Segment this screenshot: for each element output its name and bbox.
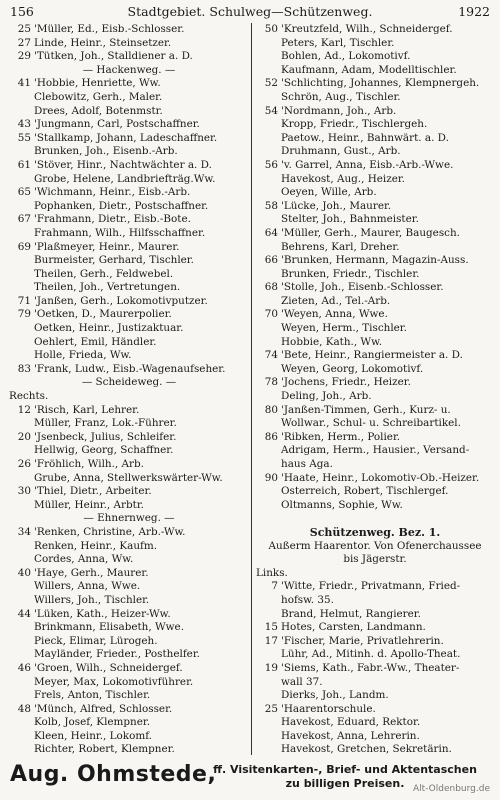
right-column: [256, 23, 494, 757]
resident-text: 'Brunken, Hermann, Magazin-Auss.: [281, 254, 469, 267]
house-number: 26: [17, 458, 31, 470]
house-number: 48: [17, 702, 31, 715]
spacer: [256, 512, 494, 526]
resident-text: 'Stolle, Joh., Eisenb.-Schlosser.: [281, 281, 444, 294]
directory-entry-continued: Lühr, Ad., Mitinh. d. Apollo-Theat.: [281, 648, 461, 661]
street-heading: Außerm Haarentor. Von Ofenerchaussee: [268, 539, 482, 552]
directory-entry-continued: Pieck, Elimar, Lürogeh.: [34, 634, 158, 647]
house-number: 54: [264, 104, 278, 117]
resident-text: 'Groen, Wilh., Schneidergef.: [34, 661, 183, 674]
directory-entry-continued: Kropp, Friedr., Tischlergeh.: [281, 118, 428, 131]
directory-entry-continued: Peters, Karl, Tischler.: [281, 36, 395, 49]
left-column: [9, 23, 249, 757]
resident-text: 'Stallkamp, Johann, Ladeschaffner.: [34, 131, 218, 144]
resident-text: 'Lüken, Kath., Heizer-Ww.: [34, 607, 171, 620]
section-heading: Schützenweg. Bez. 1.: [309, 525, 441, 539]
directory-entry-continued: Burmeister, Gerhard, Tischler.: [34, 254, 194, 267]
house-number: 15: [264, 621, 278, 634]
directory-entry: [9, 295, 249, 309]
ad-line-1: ff. Visitenkarten-, Brief- und Aktentaschen: [213, 763, 477, 776]
house-number: 41: [17, 77, 31, 90]
directory-entry: [256, 580, 494, 594]
directory-entry: [256, 254, 494, 268]
directory-entry-continued: Kaufmann, Adam, Modelltischler.: [281, 63, 457, 76]
directory-entry-continued: Cordes, Anna, Ww.: [34, 553, 134, 566]
directory-entry-continued: Deling, Joh., Arb.: [281, 390, 372, 403]
house-number: 12: [17, 403, 31, 416]
resident-text: 'Schlichting, Johannes, Klempnergeh.: [281, 77, 480, 90]
directory-entry: [9, 608, 249, 622]
directory-entry-continued: Schrön, Aug., Tischler.: [281, 90, 401, 103]
directory-entry: [9, 662, 249, 676]
directory-entry-continued: Oehlert, Emil, Händler.: [34, 335, 157, 348]
directory-entry: [9, 363, 249, 377]
directory-entry: [9, 50, 249, 64]
directory-entry-continued: Renken, Heinr., Kaufm.: [34, 539, 158, 552]
page-year: 1922: [458, 4, 490, 19]
house-number: 79: [17, 308, 31, 321]
resident-text: Linde, Heinr., Steinsetzer.: [34, 36, 172, 49]
directory-entry-continued: Oetken, Heinr., Justizaktuar.: [34, 322, 184, 335]
house-number: 58: [264, 199, 278, 212]
resident-text: 'Jsenbeck, Julius, Schleifer.: [34, 430, 177, 443]
directory-entry-continued: Theilen, Joh., Vertretungen.: [34, 281, 181, 294]
house-number: 46: [17, 661, 31, 674]
resident-text: 'Ribken, Herm., Polier.: [281, 430, 401, 443]
resident-text: 'Müller, Ed., Eisb.-Schlosser.: [34, 23, 185, 35]
house-number: 56: [264, 158, 278, 171]
directory-entry-continued: Theilen, Gerh., Feldwebel.: [34, 267, 174, 280]
directory-entry: [9, 241, 249, 255]
directory-entry-continued: Brand, Helmut, Rangierer.: [281, 607, 421, 620]
directory-entry: [9, 77, 249, 91]
resident-text: 'Frahmann, Dietr., Eisb.-Bote.: [34, 213, 191, 226]
house-number: 66: [264, 254, 278, 267]
resident-text: 'Renken, Christine, Arb.-Ww.: [34, 525, 186, 538]
directory-entry-continued: Bohlen, Ad., Lokomotivf.: [281, 50, 411, 63]
directory-entry: [256, 635, 494, 649]
directory-entry-continued: Willers, Anna, Wwe.: [34, 580, 141, 593]
ad-line-2: zu billigen Preisen.: [285, 777, 405, 790]
directory-entry: [256, 23, 494, 37]
resident-text: 'Siems, Kath., Fabr.-Ww., Theater-: [281, 661, 460, 674]
directory-entry: [256, 308, 494, 322]
column-divider: [251, 23, 252, 755]
directory-entry-continued: Müller, Franz, Lok.-Führer.: [34, 417, 177, 430]
side-label: Rechts.: [9, 390, 49, 403]
resident-text: 'Fröhlich, Wilh., Arb.: [34, 458, 144, 470]
directory-entry-continued: Kleen, Heinr., Lokomf.: [34, 729, 152, 742]
resident-text: 'Stöver, Hinr., Nachtwächter a. D.: [34, 158, 212, 171]
directory-entry-continued: Dierks, Joh., Landm.: [281, 689, 389, 702]
resident-text: 'Hobbie, Henriette, Ww.: [34, 77, 161, 90]
page-number: 156: [10, 4, 34, 19]
directory-entry-continued: Grobe, Helene, Landbriefträg.Ww.: [34, 172, 216, 185]
directory-entry: [9, 118, 249, 132]
directory-entry: [256, 472, 494, 486]
directory-entry-continued: Havekost, Aug., Heizer.: [281, 172, 405, 185]
resident-text: 'Janßen-Timmen, Gerh., Kurz- u.: [281, 403, 451, 416]
directory-entry: [9, 485, 249, 499]
directory-entry: [256, 621, 494, 635]
street-heading: — Hackenweg. —: [82, 63, 176, 76]
resident-text: 'Thiel, Dietr., Arbeiter.: [34, 485, 152, 498]
directory-entry: [256, 404, 494, 418]
directory-entry-continued: Havekost, Gretchen, Sekretärin.: [281, 743, 452, 756]
resident-text: 'Haate, Heinr., Lokomotiv-Ob.-Heizer.: [281, 471, 480, 484]
house-number: 20: [17, 430, 31, 443]
footer-advertisement: [10, 760, 490, 796]
directory-entry-continued: Adrigam, Herm., Hausier., Versand-: [281, 444, 470, 457]
directory-entry: [9, 213, 249, 227]
resident-text: 'Wichmann, Heinr., Eisb.-Arb.: [34, 186, 191, 199]
directory-entry: [256, 105, 494, 119]
directory-entry: [9, 23, 249, 37]
directory-entry-continued: Wollwar., Schul- u. Schreibartikel.: [281, 417, 461, 430]
resident-text: 'Lücke, Joh., Maurer.: [281, 199, 392, 212]
resident-text: 'Witte, Friedr., Privatmann, Fried-: [281, 580, 461, 593]
resident-text: 'Janßen, Gerh., Lokomotivputzer.: [34, 294, 208, 307]
directory-entry-continued: wall 37.: [281, 675, 323, 688]
house-number: 86: [264, 430, 278, 443]
directory-entry: [256, 200, 494, 214]
resident-text: 'Nordmann, Joh., Arb.: [281, 104, 397, 117]
directory-entry: [9, 567, 249, 581]
directory-entry-continued: Clebowitz, Gerh., Maler.: [34, 90, 163, 103]
directory-entry: [256, 227, 494, 241]
resident-text: 'Plaßmeyer, Heinr., Maurer.: [34, 240, 180, 253]
directory-entry-continued: Frels, Anton, Tischler.: [34, 689, 151, 702]
directory-entry-continued: Zieten, Ad., Tel.-Arb.: [281, 294, 391, 307]
house-number: 90: [264, 471, 278, 484]
house-number: 17: [264, 634, 278, 647]
directory-entry-continued: Meyer, Max, Lokomotivführer.: [34, 675, 194, 688]
house-number: 34: [17, 525, 31, 538]
directory-entry-continued: Holle, Frieda, Ww.: [34, 349, 132, 362]
directory-entry: [256, 376, 494, 390]
resident-text: 'Kreutzfeld, Wilh., Schneidergef.: [281, 23, 453, 35]
resident-text: 'Haarentorschule.: [281, 702, 376, 715]
directory-entry-continued: Havekost, Anna, Lehrerin.: [281, 729, 420, 742]
resident-text: 'Weyen, Anna, Wwe.: [281, 308, 388, 321]
directory-entry-continued: Willers, Joh., Tischler.: [34, 593, 150, 606]
house-number: 71: [17, 294, 31, 307]
watermark: Alt-Oldenburg.de: [412, 784, 490, 794]
resident-text: 'Bete, Heinr., Rangiermeister a. D.: [281, 349, 463, 362]
directory-entry-continued: Richter, Robert, Klempner.: [34, 743, 175, 756]
house-number: 70: [264, 308, 278, 321]
house-number: 30: [17, 485, 31, 498]
house-number: 64: [264, 226, 278, 239]
resident-text: 'Fischer, Marie, Privatlehrerin.: [281, 634, 444, 647]
directory-entry-continued: Oltmanns, Sophie, Ww.: [281, 498, 403, 511]
directory-entry: [9, 37, 249, 51]
directory-entry: [256, 703, 494, 717]
house-number: 50: [264, 23, 278, 35]
page-header: [10, 4, 490, 20]
resident-text: 'Jochens, Friedr., Heizer.: [281, 376, 411, 389]
directory-entry-continued: Brunken, Friedr., Tischler.: [281, 267, 420, 280]
directory-entry: [256, 281, 494, 295]
directory-entry-continued: Müller, Heinr., Arbtr.: [34, 498, 144, 511]
directory-entry: [9, 159, 249, 173]
directory-entry-continued: Hobbie, Kath., Ww.: [281, 335, 383, 348]
directory-entry: [256, 349, 494, 363]
directory-entry-continued: Oeyen, Wille, Arb.: [281, 186, 377, 199]
directory-entry-continued: Frahmann, Wilh., Hilfsschaffner.: [34, 226, 206, 239]
directory-entry: [9, 186, 249, 200]
directory-entry-continued: haus Aga.: [281, 458, 333, 470]
house-number: 44: [17, 607, 31, 620]
directory-entry: [9, 404, 249, 418]
house-number: 7: [271, 580, 278, 593]
directory-entry: [9, 703, 249, 717]
directory-entry: [9, 458, 249, 472]
resident-text: 'Haye, Gerh., Maurer.: [34, 566, 149, 579]
directory-entry-continued: Behrens, Karl, Dreher.: [281, 240, 400, 253]
directory-entry-continued: Druhmann, Gust., Arb.: [281, 145, 401, 158]
directory-entry-continued: Osterreich, Robert, Tischlergef.: [281, 485, 449, 498]
house-number: 29: [17, 50, 31, 63]
house-number: 43: [17, 118, 31, 131]
directory-entry: [9, 308, 249, 322]
house-number: 74: [264, 349, 278, 362]
house-number: 55: [17, 131, 31, 144]
street-heading: bis Jägerstr.: [343, 553, 407, 566]
house-number: 68: [264, 281, 278, 294]
house-number: 83: [17, 362, 31, 375]
directory-entry-continued: Stelter, Joh., Bahnmeister.: [281, 213, 419, 226]
directory-entry: [9, 132, 249, 146]
house-number: 65: [17, 186, 31, 199]
directory-entry: [256, 77, 494, 91]
directory-entry-continued: Hellwig, Georg, Schaffner.: [34, 444, 174, 457]
directory-entry: [256, 431, 494, 445]
house-number: 25: [17, 23, 31, 35]
resident-text: Hotes, Carsten, Landmann.: [281, 621, 426, 634]
house-number: 78: [264, 376, 278, 389]
house-number: 19: [264, 661, 278, 674]
directory-entry-continued: Drees, Adolf, Botenmstr.: [34, 104, 163, 117]
house-number: 27: [17, 36, 31, 49]
resident-text: 'Tütken, Joh., Stalldiener a. D.: [34, 50, 193, 63]
directory-entry-continued: Brunken, Joh., Eisenb.-Arb.: [34, 145, 178, 158]
resident-text: 'v. Garrel, Anna, Eisb.-Arb.-Wwe.: [281, 158, 454, 171]
house-number: 52: [264, 77, 278, 90]
resident-text: 'Müller, Gerh., Maurer, Baugesch.: [281, 226, 460, 239]
directory-entry-continued: Paetow., Heinr., Bahnwärt. a. D.: [281, 131, 449, 144]
directory-entry-continued: Weyen, Georg, Lokomotivf.: [281, 362, 424, 375]
house-number: 40: [17, 566, 31, 579]
directory-entry-continued: Pophanken, Dietr., Postschaffner.: [34, 199, 209, 212]
house-number: 25: [264, 702, 278, 715]
directory-entry-continued: Mayländer, Frieder., Posthelfer.: [34, 648, 200, 661]
resident-text: 'Münch, Alfred, Schlosser.: [34, 702, 173, 715]
house-number: 61: [17, 158, 31, 171]
side-label: Links.: [256, 566, 288, 579]
directory-entry: [9, 431, 249, 445]
directory-entry-continued: Kolb, Josef, Klempner.: [34, 716, 151, 729]
house-number: 67: [17, 213, 31, 226]
house-number: 69: [17, 240, 31, 253]
directory-entry-continued: Brinkmann, Elisabeth, Wwe.: [34, 621, 185, 634]
directory-entry: [256, 662, 494, 676]
resident-text: 'Frank, Ludw., Eisb.-Wagenaufseher.: [34, 362, 226, 375]
directory-entry-continued: Weyen, Herm., Tischler.: [281, 322, 407, 335]
page-title: Stadtgebiet. Schulweg—Schützenweg.: [127, 4, 373, 19]
house-number: 80: [264, 403, 278, 416]
directory-entry: [9, 526, 249, 540]
directory-entry-continued: Grube, Anna, Stellwerkswärter-Ww.: [34, 471, 223, 484]
resident-text: 'Oetken, D., Maurerpolier.: [34, 308, 172, 321]
directory-entry-continued: hofsw. 35.: [281, 593, 334, 606]
street-heading: — Scheideweg. —: [81, 376, 177, 389]
directory-entry-continued: Havekost, Eduard, Rektor.: [281, 716, 421, 729]
resident-text: 'Risch, Karl, Lehrer.: [34, 403, 140, 416]
ad-company-name: Aug. Ohmstede,: [10, 762, 217, 787]
directory-entry: [256, 159, 494, 173]
street-heading: — Ehnernweg. —: [83, 512, 175, 525]
resident-text: 'Jungmann, Carl, Postschaffner.: [34, 118, 200, 131]
